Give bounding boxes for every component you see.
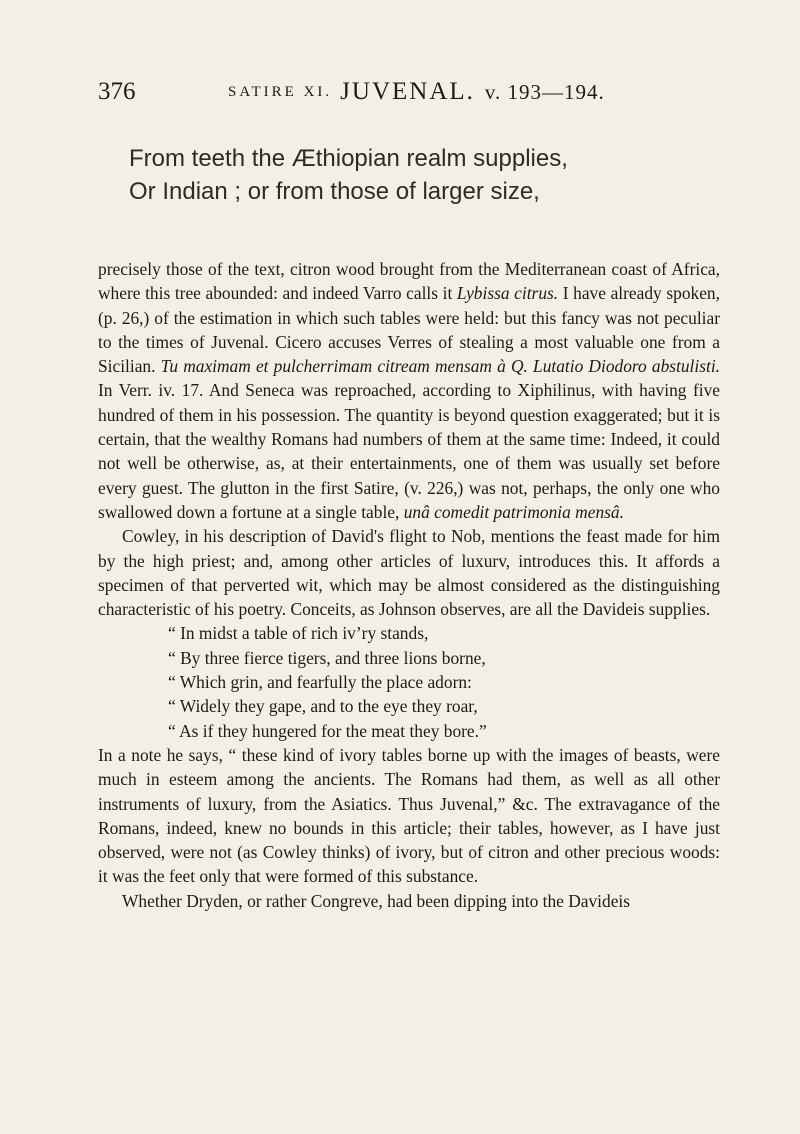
poem-line: “ In midst a table of rich iv’ry stands, — [168, 623, 429, 644]
verse-line: From teeth the Æthiopian realm supplies, — [129, 145, 568, 172]
paragraph-citron: precisely those of the text, citron wood brought from the Mediterranean coast of Africa, where this tree abounded: and indeed Varro calls it Lybissa citrus. I have already spoken, (p. 26,) of the estimation in which such tables were held: but this fancy was not peculiar to the times of Juvenal. Cicero accuses Verres of stealing a most valuable one from a Sicilian. Tu maximam et pulcherrimam citream mensam à Q. Lutatio Diodoro abstulisti. In Verr. iv. 17. And Seneca was reproached, according to Xiphilinus, with having five hundred of them in his possession. The quantity is beyond question exaggerated; but it is certain, that the wealthy Romans had numbers of them at the same time: Indeed, it could not well be otherwise, as, at their entertainments, one of them was usually set before every guest. The glutton in the first Satire, (v. 226,) was not, perhaps, the only one who swallowed down a fortune at a single table, unâ comedit patrimonia mensâ. — [98, 259, 721, 522]
latin-quote: Tu maximam et pulcherrimam citream mensam à Q. Lutatio Diodoro abstulisti. — [160, 356, 721, 377]
paragraph-dryden: Whether Dryden, or rather Congreve, had been dipping into the Davideis — [122, 890, 631, 911]
author-label: JUVENAL. — [340, 78, 475, 105]
verse-range: v. 193—194. — [484, 80, 605, 104]
satire-label: SATIRE XI. — [228, 84, 333, 100]
running-header — [98, 78, 738, 118]
poem-line: “ Which grin, and fearfully the place adorn: — [168, 672, 472, 693]
paragraph-cowley: Cowley, in his description of David's flight to Nob, mentions the feast made for him by the high priest; and, among other articles of luxurv, introduces this. It affords a specimen of that perverted wit, which may be almost considered as the distinguishing characteristic of his poetry. Conceits, as Johnson observes, are all the Davideis supplies. — [98, 526, 720, 620]
running-title — [228, 78, 605, 106]
verse-line: Or Indian ; or from those of larger size, — [129, 178, 540, 205]
paragraph-note: In a note he says, “ these kind of ivory tables borne up with the images of beasts, were much in esteem among the ancients. The Romans had them, as well as all other instruments of luxury, from the Asiatics. Thus Juvenal,” &c. The extravagance of the Romans, indeed, knew no bounds in this article; their tables, however, as I have just observed, were not (as Cowley thinks) of ivory, but of citron and other precious woods: it was the feet only that were formed of this substance. — [98, 744, 720, 887]
poem-line: “ Widely they gape, and to the eye they roar, — [168, 696, 478, 717]
commentary-body — [98, 257, 720, 913]
poem-quotation — [98, 621, 720, 742]
poem-line: “ By three fierce tigers, and three lions borne, — [168, 647, 486, 668]
latin-phrase: Lybissa citrus. — [456, 283, 559, 304]
poem-line: “ As if they hungered for the meat they bore.” — [168, 720, 487, 741]
latin-phrase: unâ comedit patrimonia mensâ. — [403, 501, 624, 522]
translated-verse — [129, 142, 729, 208]
page-number: 376 — [98, 78, 136, 105]
